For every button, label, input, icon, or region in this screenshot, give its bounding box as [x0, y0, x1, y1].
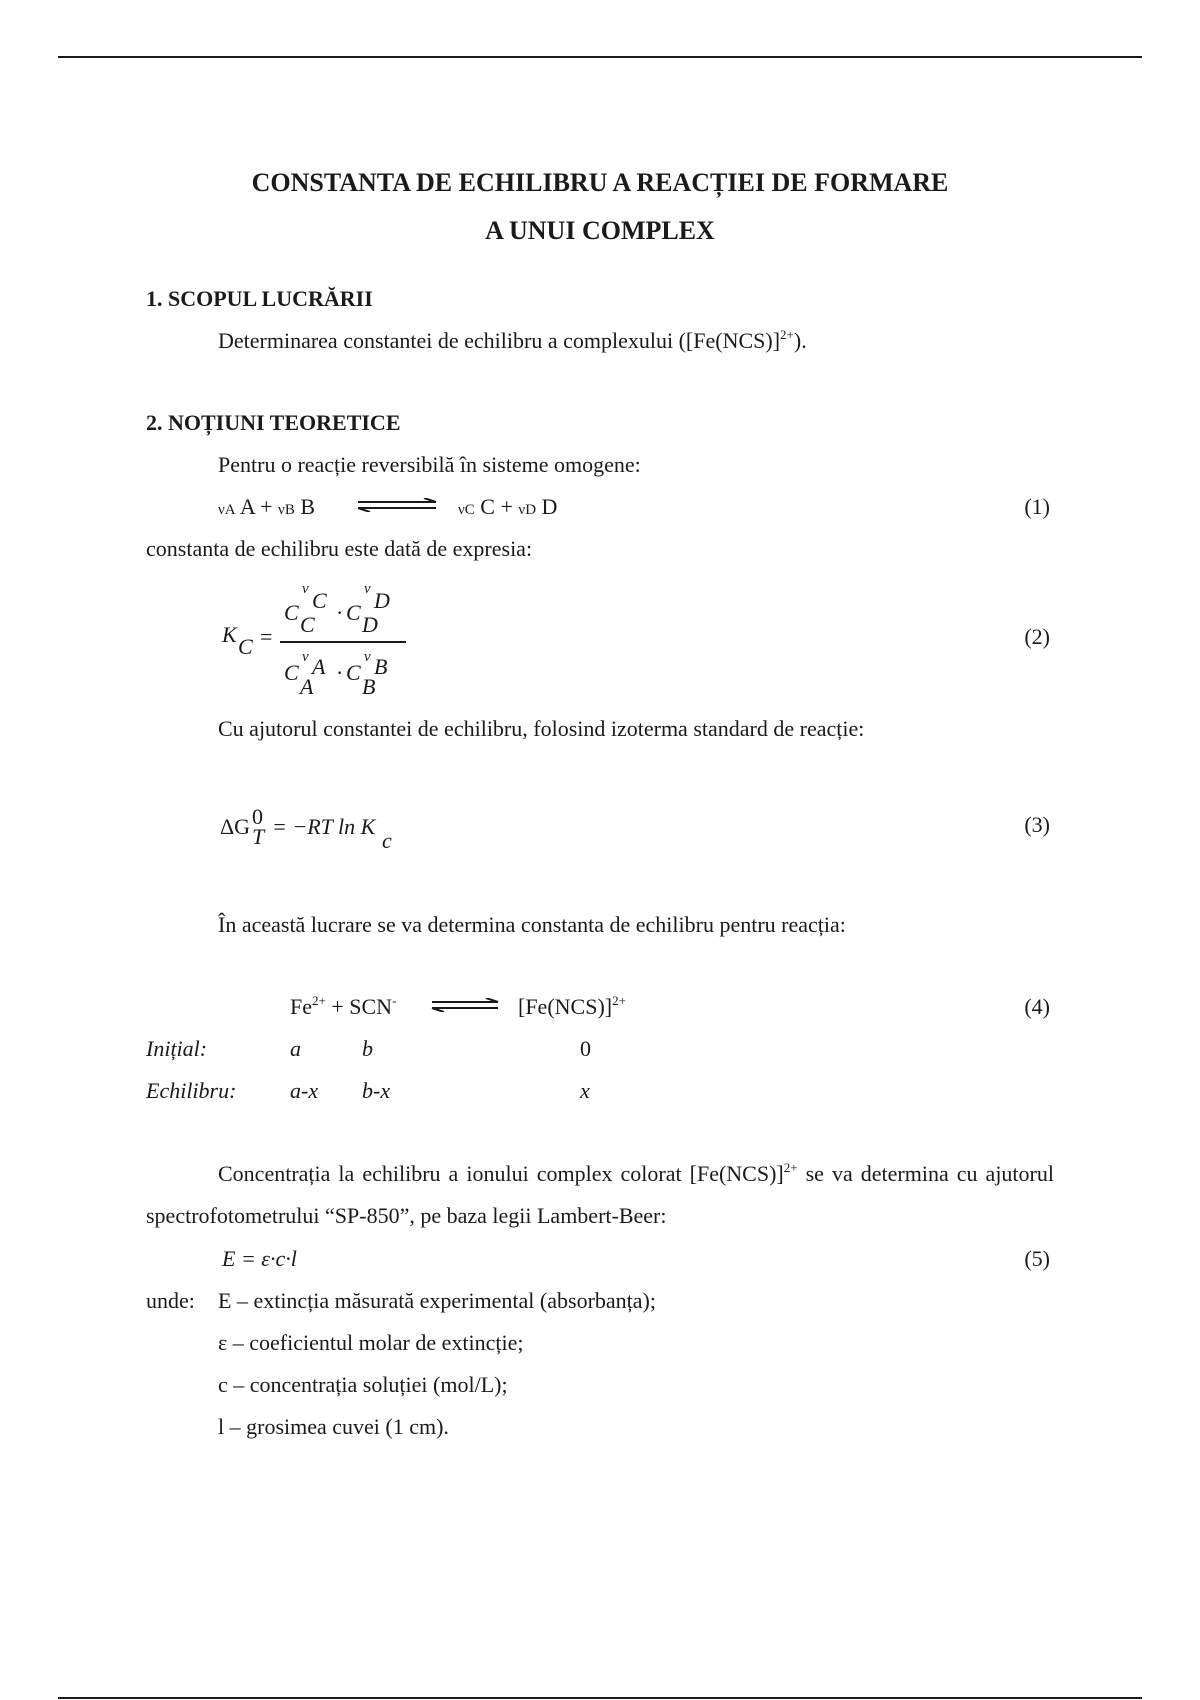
- after-eq2-text: Cu ajutorul constantei de echilibru, folosind izoterma standard de reacție:: [218, 716, 865, 741]
- equation-4-number: (4): [1024, 994, 1050, 1019]
- eq1-nu-c: νC: [458, 502, 475, 518]
- eq4-fe-sup: 2+: [312, 993, 326, 1008]
- section-1-text-main: Determinarea constantei de echilibru a complexului ([Fe(NCS)]: [218, 328, 781, 353]
- eq4-product: [Fe(NCS)]: [518, 994, 613, 1019]
- eq4-fe: Fe: [290, 994, 312, 1019]
- paragraph-sup: 2+: [783, 1160, 798, 1175]
- eq4-scn-sup: -: [392, 993, 397, 1008]
- eq2-num-exp1: ν: [302, 581, 309, 597]
- where-item-3: c – concentrația soluției (mol/L);: [218, 1372, 508, 1397]
- equation-2-number: (2): [1024, 624, 1050, 649]
- eq2-den-c1: C: [284, 660, 299, 685]
- equation-3: [218, 806, 458, 852]
- eq1-plus-1: +: [260, 494, 273, 519]
- title-line-2: A UNUI COMPLEX: [485, 216, 715, 245]
- eq2-den-c2: C: [346, 660, 361, 685]
- eq2-num-exp1-sub: C: [312, 588, 327, 613]
- eq3-delta-g: ΔG: [220, 814, 251, 839]
- where-label: unde:: [146, 1288, 195, 1313]
- equilibrium-b: b-x: [362, 1078, 391, 1103]
- paragraph-part-2: se va determina cu ajutorul spectrofotometrului “SP-850”, pe baza legii Lambert-Beer:: [146, 1161, 1054, 1228]
- eq2-den-dot: ·: [336, 660, 344, 685]
- eq2-den-exp1: ν: [302, 649, 309, 665]
- eq1-c: C: [480, 494, 495, 519]
- equation-5-number: (5): [1024, 1246, 1050, 1271]
- equation-1: [218, 494, 315, 523]
- after-eq1-text: constanta de echilibru este dată de expresia:: [146, 536, 533, 561]
- initial-label: Inițial:: [146, 1036, 208, 1061]
- equation-3-number: (3): [1024, 812, 1050, 837]
- eq2-num-c2: C: [346, 600, 361, 625]
- after-eq3-text: În această lucrare se va determina constanta de echilibru pentru reacția:: [218, 912, 846, 937]
- eq1-b: B: [300, 494, 316, 519]
- equilibrium-arrow-icon-2: [430, 998, 500, 1012]
- eq4-plus-scn: + SCN: [331, 994, 393, 1019]
- eq2-num-sub1: C: [300, 612, 315, 637]
- eq1-plus-2: +: [500, 494, 513, 519]
- equilibrium-arrow-icon: [356, 498, 438, 512]
- eq2-den-sub2: B: [362, 674, 376, 699]
- initial-x: 0: [580, 1036, 591, 1061]
- eq2-den-exp2: ν: [364, 649, 371, 665]
- where-item-1: E – extincția măsurată experimental (absorbanța);: [218, 1288, 656, 1313]
- section-1-text-end: ).: [793, 328, 807, 353]
- equation-1-number: (1): [1024, 494, 1050, 519]
- paragraph-part-1: Concentrația la echilibru a ionului complex colorat [Fe(NCS)]: [218, 1161, 784, 1186]
- where-item-4: l – grosimea cuvei (1 cm).: [218, 1414, 449, 1439]
- eq1-d: D: [541, 494, 558, 519]
- eq4-product-sup: 2+: [612, 993, 626, 1008]
- eq2-num-dot: ·: [336, 600, 344, 625]
- bottom-rule: [58, 1697, 1142, 1699]
- initial-a: a: [290, 1036, 301, 1061]
- section-2-heading: 2. NOȚIUNI TEORETICE: [146, 410, 401, 435]
- eq3-rhs-sub: c: [382, 828, 392, 853]
- eq2-k-sub: C: [238, 634, 253, 659]
- section-1-text-sup: 2+: [780, 327, 794, 342]
- eq2-num-sub2: D: [362, 612, 378, 637]
- equation-2: [218, 580, 418, 700]
- eq1-nu-a: νA: [218, 502, 236, 518]
- eq1-nu-b: νB: [278, 502, 295, 518]
- equation-1-products: [458, 494, 557, 523]
- section-2-intro: Pentru o reacție reversibilă în sisteme omogene:: [218, 452, 641, 477]
- eq2-den-sub1: A: [300, 674, 314, 699]
- equilibrium-x: x: [580, 1078, 590, 1103]
- section-1-heading: 1. SCOPUL LUCRĂRII: [146, 286, 373, 311]
- top-rule: [58, 56, 1142, 58]
- eq3-sup: 0: [252, 804, 263, 829]
- equation-4-reactants: [290, 994, 396, 1020]
- eq2-fraction-bar: [280, 641, 406, 643]
- where-item-2: ε – coeficientul molar de extincție;: [218, 1330, 524, 1355]
- eq3-rhs: = −RT ln K: [272, 814, 376, 839]
- eq2-equals: =: [260, 624, 273, 649]
- equilibrium-a: a-x: [290, 1078, 319, 1103]
- equilibrium-label: Echilibru:: [146, 1078, 237, 1103]
- lambert-beer-paragraph: [146, 1153, 1054, 1237]
- eq2-den-exp2-sub: B: [374, 654, 388, 679]
- eq3-sub: T: [252, 824, 265, 849]
- eq1-nu-d: νD: [518, 502, 537, 518]
- eq2-num-exp2-sub: D: [374, 588, 390, 613]
- initial-b: b: [362, 1036, 373, 1061]
- eq2-den-exp1-sub: A: [312, 654, 326, 679]
- eq2-num-exp2: ν: [364, 581, 371, 597]
- equation-5: E = ε·c·l: [222, 1246, 297, 1271]
- eq1-a: A: [239, 494, 255, 519]
- equation-4-product: [518, 994, 626, 1020]
- title-line-1: CONSTANTA DE ECHILIBRU A REACȚIEI DE FORMARE: [251, 168, 949, 197]
- eq2-num-c1: C: [284, 600, 299, 625]
- section-1-text: [218, 328, 807, 354]
- eq2-k: K: [222, 622, 237, 647]
